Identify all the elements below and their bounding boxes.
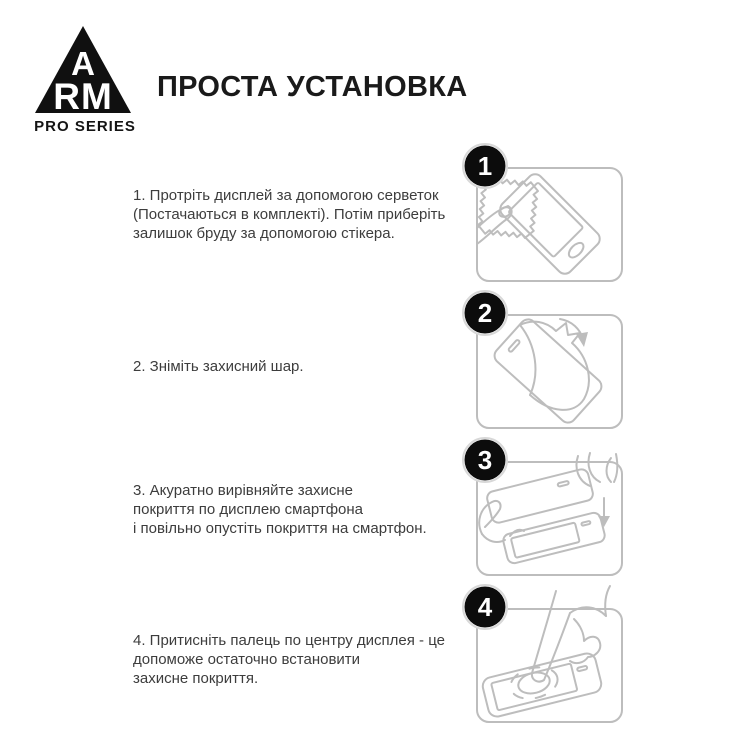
step-1-number: 1 — [477, 151, 493, 181]
step-4-badge — [463, 585, 507, 629]
step-1-illustration — [462, 142, 627, 294]
step-3-illustration — [462, 436, 627, 588]
step-2-number: 2 — [477, 298, 493, 328]
step-4-line-3: захисне покриття. — [133, 670, 259, 687]
panel-frame — [477, 315, 622, 428]
step-2-illustration — [462, 289, 627, 441]
logo-letters-rm: RM — [53, 76, 113, 117]
step-4-line-1: 4. Притисніть палець по центру дисплея - це — [133, 632, 445, 649]
step-1-line-2: (Постачаються в комплекті). Потім приберіть — [133, 206, 446, 223]
step-3-number: 3 — [477, 445, 493, 475]
brand-logo — [32, 24, 154, 138]
step-1-text — [133, 186, 478, 243]
step-2-text — [133, 357, 478, 376]
logo-letter-a: A — [71, 45, 95, 82]
step-4-text — [133, 631, 478, 688]
page-title: ПРОСТА УСТАНОВКА — [157, 71, 468, 103]
step-4-illustration — [462, 583, 627, 735]
step-1-line-1: 1. Протріть дисплей за допомогою серветок — [133, 187, 439, 204]
step-4-number: 4 — [477, 592, 493, 622]
step-4-line-2: допоможе остаточно встановити — [133, 651, 361, 668]
step-1-badge — [463, 144, 507, 188]
step-3-line-3: і повільно опустіть покриття на смартфон. — [133, 520, 427, 537]
step-3-line-1: 3. Акуратно вирівняйте захисне — [133, 482, 353, 499]
step-2-line-1: 2. Зніміть захисний шар. — [133, 358, 304, 375]
logo-series-label: PRO SERIES — [34, 118, 136, 135]
step-2-badge — [463, 291, 507, 335]
step-3-line-2: покриття по дисплею смартфона — [133, 501, 364, 518]
step-3-badge — [463, 438, 507, 482]
step-1-line-3: залишок бруду за допомогою стікера. — [133, 225, 395, 242]
step-3-text — [133, 481, 478, 538]
